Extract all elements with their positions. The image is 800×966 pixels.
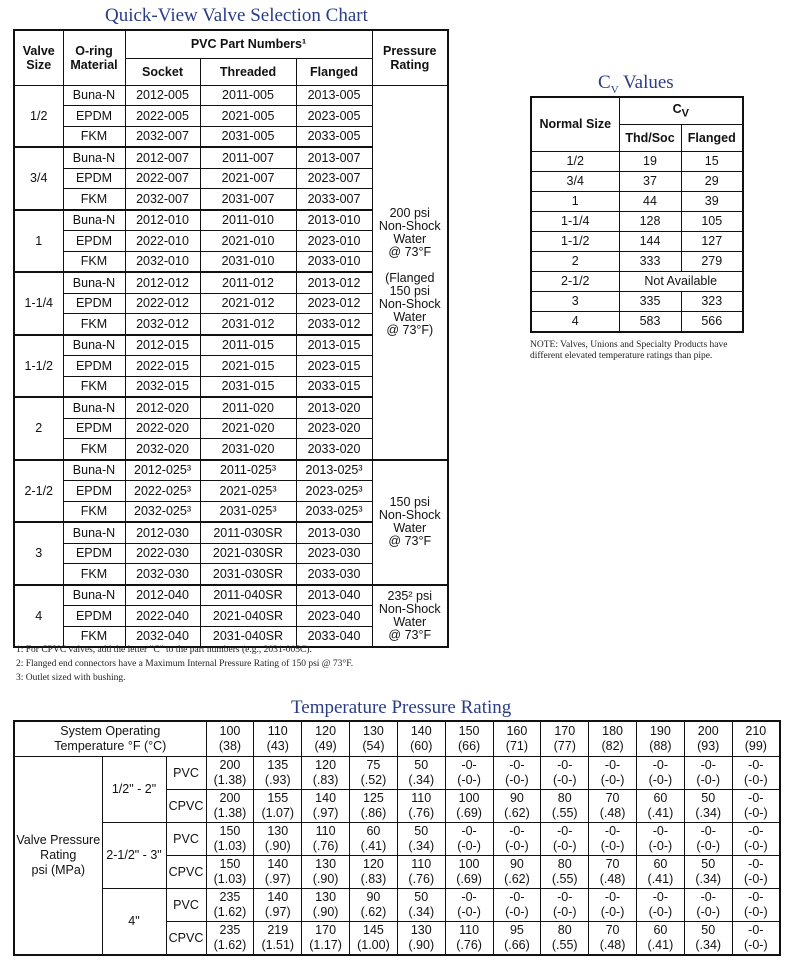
socket-cell: 2032-010 bbox=[125, 251, 200, 272]
flanged-cell: 2013-040 bbox=[296, 585, 372, 606]
oring-cell: FKM bbox=[63, 564, 125, 585]
flanged-cell: 2013-012 bbox=[296, 272, 372, 293]
flanged-cell: 2033-030 bbox=[296, 564, 372, 585]
socket-cell: 2022-020 bbox=[125, 418, 200, 439]
valve-size-cell: 1/2 bbox=[14, 85, 63, 147]
flanged-cell: 2013-030 bbox=[296, 522, 372, 543]
temperature-pressure-table bbox=[13, 720, 781, 956]
cv-not-available-cell: Not Available bbox=[619, 271, 743, 291]
rating-cell: 130 (.90) bbox=[397, 922, 445, 956]
rating-cell: 150 (1.03) bbox=[206, 856, 254, 889]
rating-cell: 140 (.97) bbox=[302, 790, 350, 823]
rating-cell: -0- (-0-) bbox=[589, 823, 637, 856]
rating-cell: -0- (-0-) bbox=[732, 856, 780, 889]
table-row bbox=[14, 85, 448, 106]
socket-cell: 2012-010 bbox=[125, 210, 200, 231]
rating-cell: -0- (-0-) bbox=[493, 757, 541, 790]
oring-cell: EPDM bbox=[63, 106, 125, 127]
threaded-cell: 2011-020 bbox=[200, 397, 296, 418]
temp-table-body bbox=[14, 721, 780, 955]
header-thd-soc: Thd/Soc bbox=[619, 124, 681, 151]
threaded-cell: 2021-040SR bbox=[200, 606, 296, 627]
socket-cell: 2022-012 bbox=[125, 293, 200, 314]
header-pvc-part-numbers: PVC Part Numbers¹ bbox=[125, 30, 372, 58]
valve-size-cell: 1-1/4 bbox=[14, 272, 63, 335]
size-range-cell: 4" bbox=[102, 889, 166, 956]
threaded-cell: 2011-040SR bbox=[200, 585, 296, 606]
table-row bbox=[14, 823, 780, 856]
table-row bbox=[531, 211, 743, 231]
flanged-cell: 2033-015 bbox=[296, 376, 372, 397]
threaded-cell: 2031-025³ bbox=[200, 501, 296, 522]
cv-thd-cell: 333 bbox=[619, 251, 681, 271]
rating-cell: 200 (1.38) bbox=[206, 790, 254, 823]
temp-header-cell: 200 (93) bbox=[684, 721, 732, 757]
cv-size-cell: 1 bbox=[531, 191, 619, 211]
rating-cell: -0- (-0-) bbox=[493, 889, 541, 922]
cv-thd-cell: 335 bbox=[619, 291, 681, 311]
valve-size-cell: 2 bbox=[14, 397, 63, 460]
socket-cell: 2012-040 bbox=[125, 585, 200, 606]
threaded-cell: 2021-030SR bbox=[200, 543, 296, 564]
rating-cell: 75 (.52) bbox=[350, 757, 398, 790]
temp-header-row bbox=[14, 721, 780, 757]
threaded-cell: 2031-005 bbox=[200, 126, 296, 147]
oring-cell: EPDM bbox=[63, 231, 125, 252]
cv-size-cell: 1/2 bbox=[531, 151, 619, 171]
rating-cell: 125 (.86) bbox=[350, 790, 398, 823]
threaded-cell: 2031-007 bbox=[200, 189, 296, 210]
rating-cell: 60 (.41) bbox=[636, 790, 684, 823]
rating-cell: 120 (.83) bbox=[302, 757, 350, 790]
valve-pressure-rating-label: Valve Pressure Rating psi (MPa) bbox=[14, 757, 102, 956]
socket-cell: 2022-010 bbox=[125, 231, 200, 252]
flanged-cell: 2013-015 bbox=[296, 335, 372, 356]
valve-table-body bbox=[14, 85, 448, 647]
threaded-cell: 2011-030SR bbox=[200, 522, 296, 543]
header-normal-size: Normal Size bbox=[531, 97, 619, 151]
table-row bbox=[14, 585, 448, 606]
temp-header-cell: 140 (60) bbox=[397, 721, 445, 757]
threaded-cell: 2031-010 bbox=[200, 251, 296, 272]
socket-cell: 2022-025³ bbox=[125, 481, 200, 502]
oring-cell: EPDM bbox=[63, 168, 125, 189]
flanged-cell: 2013-025³ bbox=[296, 460, 372, 481]
header-pressure-rating: Pressure Rating bbox=[372, 30, 448, 85]
cv-size-cell: 1-1/4 bbox=[531, 211, 619, 231]
rating-cell: 80 (.55) bbox=[541, 922, 589, 956]
rating-cell: 90 (.62) bbox=[350, 889, 398, 922]
rating-cell: 110 (.76) bbox=[397, 856, 445, 889]
flanged-cell: 2013-020 bbox=[296, 397, 372, 418]
footnote: 1: For CPVC valves, add the letter "C" to the part numbers (e.g., 2031-005C). bbox=[16, 645, 312, 655]
socket-cell: 2032-020 bbox=[125, 439, 200, 460]
threaded-cell: 2031-015 bbox=[200, 376, 296, 397]
oring-cell: Buna-N bbox=[63, 210, 125, 231]
rating-cell: -0- (-0-) bbox=[445, 823, 493, 856]
threaded-cell: 2021-012 bbox=[200, 293, 296, 314]
rating-cell: -0- (-0-) bbox=[684, 823, 732, 856]
cv-flanged-cell: 323 bbox=[681, 291, 743, 311]
oring-cell: FKM bbox=[63, 251, 125, 272]
rating-cell: 110 (.76) bbox=[302, 823, 350, 856]
threaded-cell: 2021-025³ bbox=[200, 481, 296, 502]
rating-cell: 155 (1.07) bbox=[254, 790, 302, 823]
socket-cell: 2022-030 bbox=[125, 543, 200, 564]
table-row bbox=[531, 291, 743, 311]
rating-cell: -0- (-0-) bbox=[636, 823, 684, 856]
flanged-cell: 2033-005 bbox=[296, 126, 372, 147]
cv-values-table bbox=[530, 96, 744, 333]
flanged-cell: 2023-012 bbox=[296, 293, 372, 314]
cv-thd-cell: 128 bbox=[619, 211, 681, 231]
cv-flanged-cell: 279 bbox=[681, 251, 743, 271]
header-socket: Socket bbox=[125, 58, 200, 85]
oring-cell: Buna-N bbox=[63, 522, 125, 543]
rating-cell: -0- (-0-) bbox=[732, 757, 780, 790]
temp-header-cell: 110 (43) bbox=[254, 721, 302, 757]
threaded-cell: 2031-020 bbox=[200, 439, 296, 460]
threaded-cell: 2021-020 bbox=[200, 418, 296, 439]
cv-note: NOTE: Valves, Unions and Specialty Products have different elevated temperature ratings than pipe. bbox=[530, 340, 728, 361]
flanged-cell: 2013-005 bbox=[296, 85, 372, 106]
cv-thd-cell: 19 bbox=[619, 151, 681, 171]
socket-cell: 2022-040 bbox=[125, 606, 200, 627]
oring-cell: EPDM bbox=[63, 543, 125, 564]
cv-thd-cell: 583 bbox=[619, 311, 681, 332]
socket-cell: 2022-015 bbox=[125, 356, 200, 377]
flanged-cell: 2033-012 bbox=[296, 314, 372, 335]
cv-size-cell: 2 bbox=[531, 251, 619, 271]
flanged-cell: 2013-010 bbox=[296, 210, 372, 231]
threaded-cell: 2011-005 bbox=[200, 85, 296, 106]
cv-flanged-cell: 39 bbox=[681, 191, 743, 211]
rating-cell: -0- (-0-) bbox=[684, 757, 732, 790]
socket-cell: 2012-030 bbox=[125, 522, 200, 543]
flanged-cell: 2033-025³ bbox=[296, 501, 372, 522]
rating-cell: 60 (.41) bbox=[636, 856, 684, 889]
rating-cell: 95 (.66) bbox=[493, 922, 541, 956]
oring-cell: Buna-N bbox=[63, 335, 125, 356]
socket-cell: 2012-007 bbox=[125, 147, 200, 168]
flanged-cell: 2033-020 bbox=[296, 439, 372, 460]
rating-cell: 145 (1.00) bbox=[350, 922, 398, 956]
temp-header-cell: 100 (38) bbox=[206, 721, 254, 757]
cv-size-cell: 3/4 bbox=[531, 171, 619, 191]
rating-cell: 50 (.34) bbox=[397, 823, 445, 856]
socket-cell: 2032-040 bbox=[125, 626, 200, 647]
temp-header-cell: 210 (99) bbox=[732, 721, 780, 757]
oring-cell: FKM bbox=[63, 439, 125, 460]
header-flanged: Flanged bbox=[296, 58, 372, 85]
temp-header-cell: 120 (49) bbox=[302, 721, 350, 757]
rating-cell: 100 (.69) bbox=[445, 790, 493, 823]
rating-cell: 140 (.97) bbox=[254, 856, 302, 889]
table-row bbox=[14, 889, 780, 922]
flanged-cell: 2023-020 bbox=[296, 418, 372, 439]
table-row bbox=[531, 171, 743, 191]
material-cell: PVC bbox=[166, 823, 206, 856]
material-cell: CPVC bbox=[166, 856, 206, 889]
valve-selection-table bbox=[13, 29, 449, 648]
rating-cell: 50 (.34) bbox=[397, 889, 445, 922]
temp-title: Temperature Pressure Rating bbox=[291, 697, 512, 718]
valve-size-cell: 1-1/2 bbox=[14, 335, 63, 398]
threaded-cell: 2011-010 bbox=[200, 210, 296, 231]
size-range-cell: 1/2" - 2" bbox=[102, 757, 166, 823]
cv-size-cell: 2-1/2 bbox=[531, 271, 619, 291]
oring-cell: FKM bbox=[63, 314, 125, 335]
temp-header-cell: 170 (77) bbox=[541, 721, 589, 757]
threaded-cell: 2011-015 bbox=[200, 335, 296, 356]
valve-size-cell: 2-1/2 bbox=[14, 460, 63, 523]
threaded-cell: 2011-007 bbox=[200, 147, 296, 168]
oring-cell: FKM bbox=[63, 501, 125, 522]
rating-cell: -0- (-0-) bbox=[732, 922, 780, 956]
header-cv bbox=[619, 97, 743, 124]
oring-cell: EPDM bbox=[63, 606, 125, 627]
header-valve-size: Valve Size bbox=[14, 30, 63, 85]
header-oring: O-ring Material bbox=[63, 30, 125, 85]
rating-cell: 80 (.55) bbox=[541, 790, 589, 823]
rating-cell: 90 (.62) bbox=[493, 856, 541, 889]
rating-cell: 219 (1.51) bbox=[254, 922, 302, 956]
flanged-cell: 2033-010 bbox=[296, 251, 372, 272]
oring-cell: FKM bbox=[63, 189, 125, 210]
rating-cell: 235 (1.62) bbox=[206, 922, 254, 956]
size-range-cell: 2-1/2" - 3" bbox=[102, 823, 166, 889]
pressure-rating-cell: 150 psi Non-Shock Water @ 73°F bbox=[372, 460, 448, 585]
rating-cell: 135 (.93) bbox=[254, 757, 302, 790]
rating-cell: -0- (-0-) bbox=[493, 823, 541, 856]
oring-cell: Buna-N bbox=[63, 147, 125, 168]
header-cv-flanged: Flanged bbox=[681, 124, 743, 151]
rating-cell: -0- (-0-) bbox=[541, 823, 589, 856]
header-cv-sub: V bbox=[681, 107, 689, 120]
rating-cell: -0- (-0-) bbox=[541, 889, 589, 922]
socket-cell: 2032-025³ bbox=[125, 501, 200, 522]
rating-cell: -0- (-0-) bbox=[541, 757, 589, 790]
rating-cell: 50 (.34) bbox=[684, 922, 732, 956]
temp-header-label: System Operating Temperature °F (°C) bbox=[14, 721, 206, 757]
cv-thd-cell: 44 bbox=[619, 191, 681, 211]
material-cell: PVC bbox=[166, 757, 206, 790]
oring-cell: Buna-N bbox=[63, 460, 125, 481]
threaded-cell: 2031-030SR bbox=[200, 564, 296, 585]
rating-cell: 235 (1.62) bbox=[206, 889, 254, 922]
cv-title-rest: Values bbox=[618, 72, 674, 93]
rating-cell: -0- (-0-) bbox=[589, 757, 637, 790]
socket-cell: 2012-020 bbox=[125, 397, 200, 418]
temp-header-cell: 190 (88) bbox=[636, 721, 684, 757]
cv-flanged-cell: 15 bbox=[681, 151, 743, 171]
socket-cell: 2032-012 bbox=[125, 314, 200, 335]
rating-cell: 50 (.34) bbox=[684, 856, 732, 889]
table-row bbox=[531, 151, 743, 171]
socket-cell: 2032-007 bbox=[125, 189, 200, 210]
oring-cell: EPDM bbox=[63, 293, 125, 314]
cv-flanged-cell: 29 bbox=[681, 171, 743, 191]
valve-size-cell: 4 bbox=[14, 585, 63, 648]
flanged-cell: 2023-030 bbox=[296, 543, 372, 564]
rating-cell: 80 (.55) bbox=[541, 856, 589, 889]
temp-header-cell: 130 (54) bbox=[350, 721, 398, 757]
cv-title-main: C bbox=[598, 72, 611, 93]
cv-size-cell: 3 bbox=[531, 291, 619, 311]
rating-cell: -0- (-0-) bbox=[732, 790, 780, 823]
socket-cell: 2012-012 bbox=[125, 272, 200, 293]
socket-cell: 2032-015 bbox=[125, 376, 200, 397]
oring-cell: EPDM bbox=[63, 481, 125, 502]
oring-cell: Buna-N bbox=[63, 397, 125, 418]
rating-cell: -0- (-0-) bbox=[732, 823, 780, 856]
oring-cell: Buna-N bbox=[63, 272, 125, 293]
cv-flanged-cell: 566 bbox=[681, 311, 743, 332]
temp-header-cell: 150 (66) bbox=[445, 721, 493, 757]
oring-cell: FKM bbox=[63, 376, 125, 397]
flanged-cell: 2033-040 bbox=[296, 626, 372, 647]
valve-size-cell: 3 bbox=[14, 522, 63, 585]
socket-cell: 2022-007 bbox=[125, 168, 200, 189]
threaded-cell: 2021-005 bbox=[200, 106, 296, 127]
table-row bbox=[531, 271, 743, 291]
rating-cell: -0- (-0-) bbox=[636, 757, 684, 790]
rating-cell: 50 (.34) bbox=[397, 757, 445, 790]
table-row bbox=[531, 191, 743, 211]
temp-header-cell: 160 (71) bbox=[493, 721, 541, 757]
threaded-cell: 2021-007 bbox=[200, 168, 296, 189]
rating-cell: 130 (.90) bbox=[302, 889, 350, 922]
socket-cell: 2012-015 bbox=[125, 335, 200, 356]
socket-cell: 2032-030 bbox=[125, 564, 200, 585]
cv-title-sub: V bbox=[610, 83, 619, 96]
rating-cell: -0- (-0-) bbox=[445, 757, 493, 790]
rating-cell: 50 (.34) bbox=[684, 790, 732, 823]
pressure-rating-cell: 235² psi Non-Shock Water @ 73°F bbox=[372, 585, 448, 648]
rating-cell: 60 (.41) bbox=[350, 823, 398, 856]
rating-cell: -0- (-0-) bbox=[636, 889, 684, 922]
material-cell: CPVC bbox=[166, 922, 206, 956]
valve-size-cell: 3/4 bbox=[14, 147, 63, 210]
threaded-cell: 2031-040SR bbox=[200, 626, 296, 647]
threaded-cell: 2021-015 bbox=[200, 356, 296, 377]
rating-cell: 100 (.69) bbox=[445, 856, 493, 889]
flanged-cell: 2023-005 bbox=[296, 106, 372, 127]
rating-cell: 70 (.48) bbox=[589, 856, 637, 889]
rating-cell: 140 (.97) bbox=[254, 889, 302, 922]
threaded-cell: 2011-012 bbox=[200, 272, 296, 293]
rating-cell: -0- (-0-) bbox=[445, 889, 493, 922]
cv-thd-cell: 37 bbox=[619, 171, 681, 191]
rating-cell: -0- (-0-) bbox=[589, 889, 637, 922]
pressure-rating-cell: 200 psi Non-Shock Water @ 73°F (Flanged 150 psi Non-Shock Water @ 73°F) bbox=[372, 85, 448, 460]
table-row bbox=[531, 311, 743, 332]
valve-footnotes bbox=[16, 643, 353, 685]
oring-cell: Buna-N bbox=[63, 585, 125, 606]
cv-thd-cell: 144 bbox=[619, 231, 681, 251]
oring-cell: FKM bbox=[63, 126, 125, 147]
material-cell: CPVC bbox=[166, 790, 206, 823]
cv-flanged-cell: 105 bbox=[681, 211, 743, 231]
rating-cell: 150 (1.03) bbox=[206, 823, 254, 856]
socket-cell: 2012-005 bbox=[125, 85, 200, 106]
threaded-cell: 2031-012 bbox=[200, 314, 296, 335]
oring-cell: EPDM bbox=[63, 356, 125, 377]
cv-size-cell: 4 bbox=[531, 311, 619, 332]
rating-cell: -0- (-0-) bbox=[732, 889, 780, 922]
cv-flanged-cell: 127 bbox=[681, 231, 743, 251]
cv-size-cell: 1-1/2 bbox=[531, 231, 619, 251]
header-cv-main: C bbox=[672, 102, 682, 116]
rating-cell: 90 (.62) bbox=[493, 790, 541, 823]
temp-header-cell: 180 (82) bbox=[589, 721, 637, 757]
rating-cell: 170 (1.17) bbox=[302, 922, 350, 956]
rating-cell: -0- (-0-) bbox=[684, 889, 732, 922]
rating-cell: 60 (.41) bbox=[636, 922, 684, 956]
rating-cell: 200 (1.38) bbox=[206, 757, 254, 790]
valve-chart-title: Quick-View Valve Selection Chart bbox=[105, 5, 368, 26]
table-row bbox=[14, 757, 780, 790]
rating-cell: 70 (.48) bbox=[589, 790, 637, 823]
rating-cell: 110 (.76) bbox=[397, 790, 445, 823]
socket-cell: 2022-005 bbox=[125, 106, 200, 127]
cv-title bbox=[598, 72, 674, 96]
oring-cell: FKM bbox=[63, 626, 125, 647]
oring-cell: Buna-N bbox=[63, 85, 125, 106]
oring-cell: EPDM bbox=[63, 418, 125, 439]
threaded-cell: 2021-010 bbox=[200, 231, 296, 252]
flanged-cell: 2023-007 bbox=[296, 168, 372, 189]
header-threaded: Threaded bbox=[200, 58, 296, 85]
footnote: 3: Outlet sized with bushing. bbox=[16, 673, 126, 683]
cv-table-body bbox=[531, 151, 743, 332]
flanged-cell: 2013-007 bbox=[296, 147, 372, 168]
material-cell: PVC bbox=[166, 889, 206, 922]
footnote: 2: Flanged end connectors have a Maximum Internal Pressure Rating of 150 psi @ 73°F. bbox=[16, 659, 354, 669]
flanged-cell: 2033-007 bbox=[296, 189, 372, 210]
rating-cell: 130 (.90) bbox=[254, 823, 302, 856]
socket-cell: 2032-007 bbox=[125, 126, 200, 147]
rating-cell: 130 (.90) bbox=[302, 856, 350, 889]
socket-cell: 2012-025³ bbox=[125, 460, 200, 481]
flanged-cell: 2023-015 bbox=[296, 356, 372, 377]
valve-size-cell: 1 bbox=[14, 210, 63, 273]
flanged-cell: 2023-025³ bbox=[296, 481, 372, 502]
table-row bbox=[14, 460, 448, 481]
rating-cell: 120 (.83) bbox=[350, 856, 398, 889]
flanged-cell: 2023-040 bbox=[296, 606, 372, 627]
flanged-cell: 2023-010 bbox=[296, 231, 372, 252]
table-row bbox=[531, 251, 743, 271]
rating-cell: 70 (.48) bbox=[589, 922, 637, 956]
threaded-cell: 2011-025³ bbox=[200, 460, 296, 481]
table-row bbox=[531, 231, 743, 251]
rating-cell: 110 (.76) bbox=[445, 922, 493, 956]
